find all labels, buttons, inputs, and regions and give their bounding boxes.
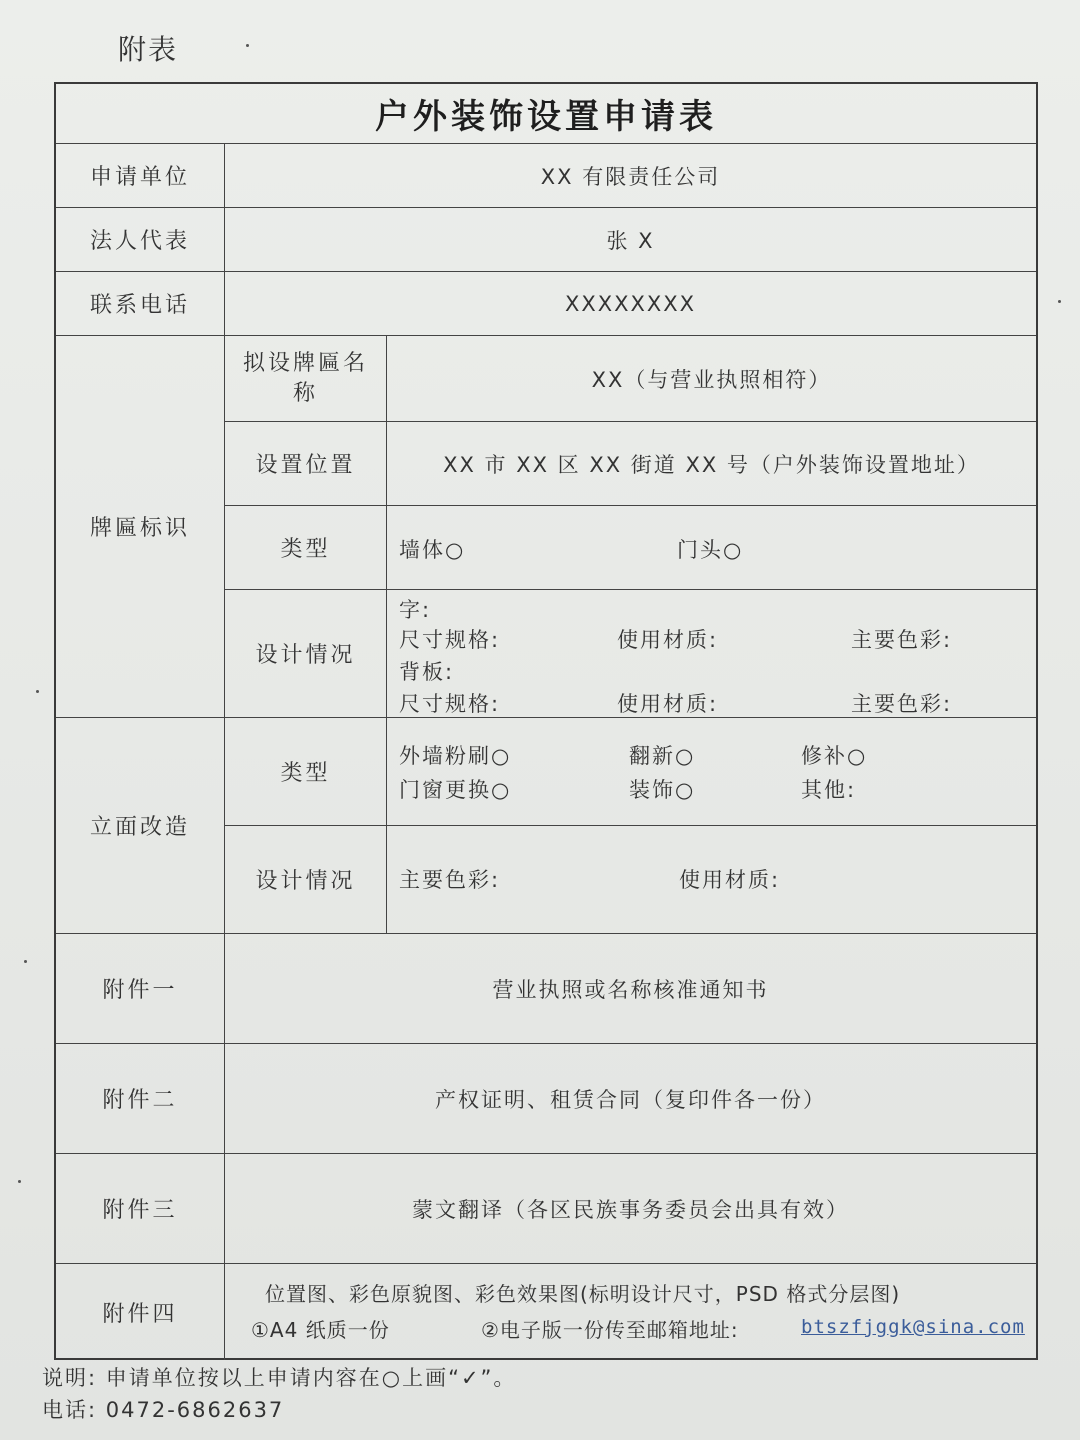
paper-speck — [246, 44, 249, 47]
paper-speck — [1058, 300, 1061, 303]
paper-speck — [18, 1180, 21, 1183]
applicant-value: XX 有限责任公司 — [540, 164, 721, 189]
attachment-3-label: 附件三 — [102, 1198, 178, 1223]
signage-name-row — [224, 336, 1036, 422]
design-board-label: 背板: — [399, 660, 455, 684]
option-wall[interactable]: 墙体○ — [399, 538, 466, 562]
signage-location-value: XX 市 XX 区 XX 街道 XX 号（户外装饰设置地址） — [443, 452, 980, 477]
attachment-4-line1: 位置图、彩色原貌图、彩色效果图(标明设计尺寸，PSD 格式分层图) — [265, 1282, 901, 1306]
attachment-1-label: 附件一 — [102, 978, 178, 1003]
option-renovate[interactable]: 翻新○ — [629, 744, 696, 768]
application-form — [54, 82, 1038, 1360]
attachment-4-row — [56, 1264, 1036, 1360]
signage-name-value: XX（与营业执照相符） — [591, 367, 832, 392]
option-repair[interactable]: 修补○ — [801, 744, 868, 768]
signage-location-label: 设置位置 — [255, 453, 356, 478]
signage-label: 牌匾标识 — [89, 516, 190, 541]
instruction-note: 说明: 申请单位按以上申请内容在○上画“✓”。 — [42, 1366, 517, 1390]
signage-location-row — [224, 422, 1036, 506]
signage-name-label: 拟设牌匾名称 — [242, 350, 368, 406]
attachment-2-row — [56, 1044, 1036, 1154]
facade-color-label: 主要色彩: — [399, 868, 501, 892]
email-link[interactable]: btszfjggk@sina.com — [801, 1316, 1025, 1338]
attachment-2-label: 附件二 — [102, 1088, 178, 1113]
form-title: 户外装饰设置申请表 — [375, 97, 717, 137]
contact-phone-note: 电话: 0472-6862637 — [42, 1398, 285, 1422]
applicant-row — [56, 144, 1036, 208]
facade-design-label: 设计情况 — [255, 869, 356, 894]
applicant-label: 申请单位 — [89, 165, 190, 190]
signage-design-row — [224, 590, 1036, 717]
attachment-4-electronic: ②电子版一份传至邮箱地址: — [481, 1318, 739, 1342]
legal-rep-value: 张 X — [606, 228, 655, 253]
attachment-4-label: 附件四 — [102, 1301, 178, 1327]
facade-label: 立面改造 — [89, 815, 190, 840]
paper-speck — [24, 960, 27, 963]
char-size-label: 尺寸规格: — [399, 628, 501, 652]
signage-type-row — [224, 506, 1036, 590]
phone-row — [56, 272, 1036, 336]
board-material-label: 使用材质: — [617, 692, 719, 716]
attachment-4-paper: ①A4 纸质一份 — [251, 1318, 390, 1342]
attachment-2-value: 产权证明、租赁合同（复印件各一份） — [435, 1087, 826, 1112]
phone-value: XXXXXXXX — [564, 291, 697, 316]
paper-speck — [36, 690, 39, 693]
phone-label: 联系电话 — [89, 293, 190, 318]
board-size-label: 尺寸规格: — [399, 692, 501, 716]
appendix-label: 附表 — [118, 33, 179, 66]
char-material-label: 使用材质: — [617, 628, 719, 652]
option-door-head[interactable]: 门头○ — [677, 538, 744, 562]
option-decoration[interactable]: 装饰○ — [629, 778, 696, 802]
facade-type-label: 类型 — [280, 761, 331, 786]
signage-design-label: 设计情况 — [255, 643, 356, 668]
board-color-label: 主要色彩: — [851, 692, 953, 716]
facade-material-label: 使用材质: — [679, 868, 781, 892]
attachment-3-row — [56, 1154, 1036, 1264]
signage-section — [56, 336, 1036, 718]
facade-design-row — [224, 826, 1036, 933]
legal-rep-row — [56, 208, 1036, 272]
facade-type-row — [224, 718, 1036, 826]
option-other[interactable]: 其他: — [801, 778, 857, 802]
char-color-label: 主要色彩: — [851, 628, 953, 652]
signage-type-label: 类型 — [280, 537, 331, 562]
design-char-label: 字: — [399, 598, 432, 622]
facade-section — [56, 718, 1036, 934]
attachment-3-value: 蒙文翻译（各区民族事务委员会出具有效） — [412, 1197, 849, 1222]
attachment-1-row — [56, 934, 1036, 1044]
attachment-1-value: 营业执照或名称核准通知书 — [492, 977, 769, 1002]
option-window-replace[interactable]: 门窗更换○ — [399, 778, 512, 802]
option-exterior-paint[interactable]: 外墙粉刷○ — [399, 744, 512, 768]
legal-rep-label: 法人代表 — [89, 229, 190, 254]
title-row — [56, 84, 1036, 144]
